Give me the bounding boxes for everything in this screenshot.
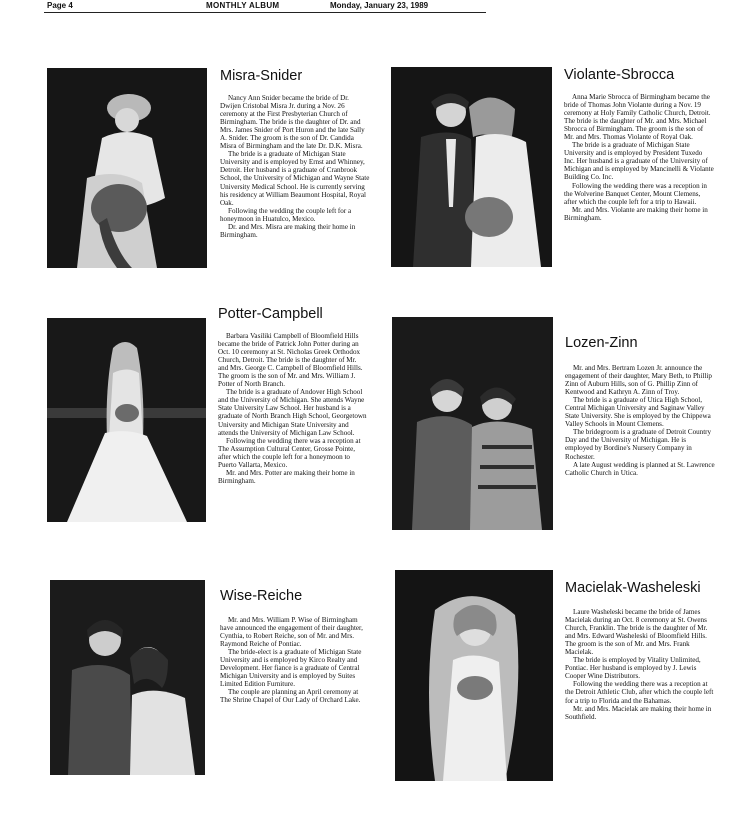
article-headline: Lozen-Zinn [565,335,638,351]
article-paragraph: The bride is a graduate of Michigan State University and is employed by Ernst and Whinney, Detroit. Her husband is a graduate of Cranbrook School, the University of Michigan and Wayne State University Medical School. He is currently serving his residency at William Beaumont Hospital, Royal Oak. [220,150,370,207]
issue-date: Monday, January 23, 1989 [330,1,429,10]
article-headline: Macielak-Washeleski [565,580,701,596]
article-headline: Wise-Reiche [220,588,303,604]
article-paragraph: The bride is employed by Vitality Unlimited, Pontiac. Her husband is employed by J. Lewis Cooper Wine Distributors. [565,656,701,681]
article-paragraph: Nancy Ann Snider became the bride of Dr. Dwijen Cristobal Misra Jr. during a Nov. 26 ceremony at the First Presbyterian Church of Birmingham. The bride is the daughter of Dr. and Mrs. James Snider of Port Huron and the late Sally A. Snider. The groom is the son of Dr. Candida Misra of Birmingham and the late Dr. D.K. Misra. [220,94,365,151]
section-title: MONTHLY ALBUM [206,1,280,10]
article-body [220,616,370,705]
article-paragraph: Mr. and Mrs. William P. Wise of Birmingham have announced the engagement of their daughter, Cynthia, to Robert Reiche, son of Mr. and Mrs. Raymond Reiche of Pontiac. [220,616,363,649]
article-paragraph: Following the wedding the couple left for a honeymoon in Huatulco, Mexico. [220,206,352,223]
article-paragraph: Barbara Vasiliki Campbell of Bloomfield Hills became the bride of Patrick John Potter during an Oct. 10 ceremony at St. Nicholas Greek Orthodox Church, Detroit. The bride is the daughter of Mr. and Mrs. George C. Campbell of Bloomfield Hills. The groom is the son of Mr. and Mrs. William J. Potter of North Branch. [218,332,363,389]
article-paragraph: The bride-elect is a graduate of Michigan State University and is employed by Kirco Realty and Development. Her fiance is a graduate of Central Michigan University and is employed by Suites Limited Edition Furniture. [220,648,362,689]
article-paragraph: Following the wedding there was a reception at The Assumption Cultural Center, Grosse Pointe, after which the couple left for a honeymoon to Puerto Vallarta, Mexico. [218,436,361,469]
wedding-photo [395,570,553,781]
article-paragraph: The bridegroom is a graduate of Detroit Country Day and the University of Michigan. He is employed by Bordine's Nursery Company in Rochester. [565,428,712,461]
article-paragraph: The bride is a graduate of Utica High School, Central Michigan University and Saginaw Valley State University. She is employed by the Chippewa Valley Schools in Mount Clemens. [565,396,711,429]
article-body [218,332,368,485]
article-paragraph: The bride is a graduate of Andover High School and the University of Michigan. She attends Wayne State University Law School. Her husband is a graduate of North Branch High School, Georgetown University and Michigan State University and attends the University of Michigan Law School. [218,388,367,437]
wedding-photo [47,68,207,268]
wedding-photo [47,318,206,522]
article-headline: Misra-Snider [220,68,303,84]
article-paragraph: The bride is a graduate of Michigan State University and is employed by President Tuxedo Inc. Her husband is a graduate of the University of Michigan and is employed by Mancinelli & Violante Building Co. Inc. [564,141,714,182]
engagement-photo [392,317,553,530]
article-paragraph: The couple are planning an April ceremony at The Shrine Chapel of Our Lady of Orchard Lake. [220,688,361,705]
article-paragraph: Laure Washeleski became the bride of James Macielak during an Oct. 8 ceremony at St. Owens Church, Franklin. The bride is the daughter of Mr. and Mrs. Edward Washeleski of Bloomfield Hills. The groom is the son of Mr. and Mrs. Frank Macielak. [565,608,708,657]
article-body [564,93,714,222]
article-body [565,608,715,721]
article-body [220,94,370,239]
article-paragraph: Mr. and Mrs. Potter are making their home in Birmingham. [218,468,355,485]
article-paragraph: Mr. and Mrs. Violante are making their home in Birmingham. [564,205,708,222]
article-paragraph: Mr. and Mrs. Bertram Lozen Jr. announce the engagement of their daughter, Mary Beth, to Phillip Zinn of Auburn Hills, son of G. Phillip Zinn of Kentwood and Kathryn A. Zinn of Troy. [565,364,712,397]
article-paragraph: Anna Marie Sbrocca of Birmingham became the bride of Thomas John Violante during a Nov. 19 ceremony at Holy Family Catholic Church, Detroit. The bride is the daughter of Mr. and Mrs. Michael Sbrocca of Birmingham. The groom is the son of Mr. and Mrs. Thomas Violante of Royal Oak. [564,93,711,142]
article-paragraph: Following the wedding there was a reception at the Detroit Athletic Club, after which the couple left for a trip to Florida and the Bahamas. [565,680,714,705]
article-paragraph: A late August wedding is planned at St. Lawrence Catholic Church in Utica. [565,460,715,477]
wedding-photo [391,67,552,267]
article-body [565,364,715,477]
masthead-rule [44,12,486,13]
engagement-photo [50,580,205,775]
masthead [0,0,732,12]
article-paragraph: Following the wedding there was a reception in the Wolverine Banquet Center, Mount Clemens, after which the couple left for a trip to Hawaii. [564,181,707,206]
article-headline: Potter-Campbell [218,306,323,322]
article-headline: Violante-Sbrocca [564,67,675,83]
article-paragraph: Dr. and Mrs. Misra are making their home in Birmingham. [220,222,356,239]
article-paragraph: Mr. and Mrs. Macielak are making their home in Southfield. [565,704,712,721]
page-number: Page 4 [47,1,73,10]
